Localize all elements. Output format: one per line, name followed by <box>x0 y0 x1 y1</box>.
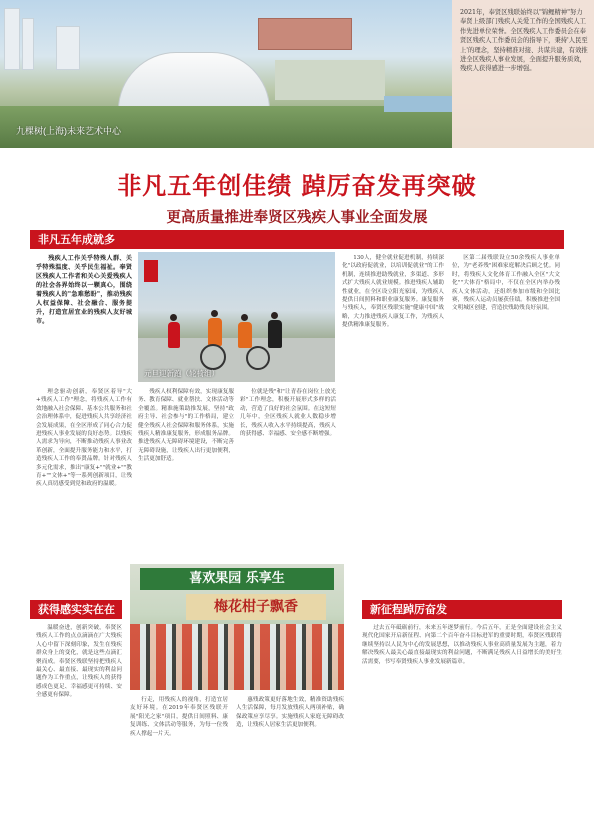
runner <box>208 318 222 346</box>
runner-head <box>271 312 278 319</box>
gains-text-1: 温暖奋进，创新突破，奉贤区残疾人工作的点点滴滴在广大残疾人心中留下深刻印象，发生在残疾群众身上的变化，就是这些点滴汇聚而成。奉贤区残联坚持把残疾人最关心、最直接、最现实的利益问题作为工作重点，让残疾人的获得感成色更足、幸福感更可持续、安全感更有保障。 <box>36 625 122 699</box>
runner <box>268 320 282 348</box>
column-3-text: 位就是残"和"让青春在岗位上放光彩"工作理念，积极开展形式多样的活动，营造了良好的社会氛围。在这短短几年中，全区残疾人就业人数稳步增长，残疾人收入水平持续提高，残疾人的获得感、幸福感、安全感不断增强。 <box>240 389 336 438</box>
intro-line: 残疾人获得感进一步增强。 <box>460 65 536 73</box>
intro-line: 全区残疾人工作委员会在奉贤区 <box>460 27 586 45</box>
new-journey-text: 过去五年砥砺前行，未来五年逐梦前行。今后五年，正是全面建设社会主义现代化国家开启新征程、向第二个百年奋斗目标进军的重要时期，奉贤区残联将继续坚持以人民为中心的发展思想，以推动残疾人事业高质量发展为主题，着力解决残疾人最关心最直接最现实的利益问题，不断满足残疾人日益增长的美好生活需要，书写奉贤残疾人事业发展新篇章。 <box>362 625 562 665</box>
runner-head <box>170 314 177 321</box>
section-title-gains: 获得感实实在在 <box>38 603 115 616</box>
photo1-caption: 元旦迎新跑（轮椅组） <box>144 369 219 378</box>
wheelchair-wheel <box>246 346 270 370</box>
intro-line: 全面提升服务质效， <box>529 56 586 64</box>
hero-caption: 九棵树(上海)未来艺术中心 <box>16 126 121 136</box>
hero-tower-1 <box>4 8 20 70</box>
section-bar-five-years <box>30 230 564 249</box>
intro-line: 全国残疾人工作先进单位荣誉。 <box>460 18 586 35</box>
intro-bold-text <box>36 254 132 382</box>
column-1 <box>36 388 132 556</box>
gains-text-2: 行走，用残疾人的视角，打造宜居友好环境。在2019年奉贤区残联开展"阳光之家"项目，提供日间照料、康复训练、文体活动等服务，为每一位残疾人撑起一片天。 <box>130 697 228 737</box>
intro-line: 上级部门残疾人关爱工作的 <box>472 18 549 26</box>
page-headline: 非凡五年创佳绩 踔厉奋发再突破 <box>117 172 477 200</box>
wheelchair-run-photo <box>138 252 335 382</box>
runner <box>238 322 252 348</box>
hero-plaza <box>275 60 385 100</box>
runner-head <box>211 310 218 317</box>
intro-line: 2021年，奉贤区残联始终以 <box>460 9 539 16</box>
gains-column-1 <box>36 624 122 830</box>
gains-column-2 <box>130 696 228 830</box>
wheelchair-wheel <box>200 344 226 370</box>
column-5-text: 区第二届残联设立50余残疾人事业单位，为"老养残"困难家庭解决后顾之忧。同时，将残疾人文化体育工作融入全区"大文化""大体育"格局中，不仅在全区内举办残疾人文体活动，还组织参加市级和全国比赛，残疾人运动员屡获佳绩。积极推进全国文明城区创建，营造扶残助残良好氛围。 <box>452 255 560 312</box>
intro-line: "锦鲤精神"努力奉贤 <box>460 9 583 26</box>
column-4 <box>342 254 444 556</box>
column-4-text: 130人，健全就业促进机制，持续深化"以政府促就业，以培训促就业"的工作机制，连续推进助残就业，多渠道、多形式扩大残疾人就业规模。推进残疾人辅助性就业，在全区设立阳光家园，为残疾人提供日间照料和职业康复服务。康复服务与残疾人，奉贤区残联实施"健康中国"战略，大力推进残疾人康复工作，为残疾人提供精准康复服务。 <box>342 255 444 329</box>
orchard-board: 梅花柑子飘香 <box>186 594 326 620</box>
gains-text-3: 惠残政策更好落地生效，精准资助残疾人生活保障，每月发放残疾人两项补贴，确保政策应享尽享。实施残疾人家庭无障碍改造，让残疾人居家生活更加便利。 <box>236 697 344 729</box>
intro-box <box>452 0 594 148</box>
hero-red-building <box>258 18 352 50</box>
orchard-group-photo <box>130 564 344 690</box>
runner-head <box>241 314 248 321</box>
new-journey-column <box>362 624 562 830</box>
section-bar-gains <box>30 600 122 619</box>
hero-water <box>384 96 452 112</box>
intro-line: 有效推进全区残疾人事业发展， <box>460 46 588 64</box>
intro-line: 残疾人工作委员会的指导下， <box>472 37 555 45</box>
orchard-banner: 喜欢果园 乐享生 <box>140 568 334 590</box>
hero-art-center <box>118 52 270 110</box>
section-title-new-journey: 新征程踔厉奋发 <box>370 603 447 616</box>
intro-bold-paragraph: 残疾人工作关乎特殊人群、关乎特殊温度、关乎民生福祉。奉贤区残疾人工作者和关心关爱残疾人的社会各界始终以一颗真心，围绕着残疾人的"急难愁盼"，推动残疾人权益保障、社会融合、服务提升，打造宜居宜业的残疾人友好城市。 <box>36 255 132 325</box>
group-of-people <box>130 624 344 690</box>
intro-line: 坚持精准对接、共谋共建， <box>493 46 569 54</box>
section-bar-new-journey <box>362 600 562 619</box>
hero-tower-2 <box>22 18 34 70</box>
hero-tower-3 <box>56 26 80 70</box>
column-5 <box>452 254 560 556</box>
gains-column-3 <box>236 696 344 830</box>
section-title-five-years: 非凡五年成就多 <box>38 233 115 246</box>
column-3 <box>240 388 336 556</box>
column-2 <box>138 388 234 556</box>
page-subhead: 更高质量推进奉贤区残疾人事业全面发展 <box>166 210 428 226</box>
column-2-text: 残疾人权利保障有效，实现康复服务、教育保障、就业帮扶、文体活动等全覆盖。精准施策助推发展，坚持"政府主导、社会参与"的工作格局，建立健全残疾人社会保障和服务体系，实施残疾人精准康复服务，形成服务品牌。推进残疾人无障碍环境建设，不断完善无障碍设施，让残疾人出行更加便利，生活更加舒适。 <box>138 389 234 463</box>
runner <box>168 322 180 348</box>
intro-line: 秉持'人民至上'的理念， <box>460 37 588 54</box>
column-1-text: 理念驱动创新，奉贤区着导"大+残疾人工作"理念，将残疾人工作有效地融入社会保障、基本公共服务和社会治理体系中，促进残疾人共享经济社会发展成果，在全区形成了同心合力促进残疾人事业发展的良好态势。以残疾人需求为导向，不断推动残疾人事业改革创新，全面提升服务能力和水平，打造残疾人工作的奉贤品牌。针对残疾人多元化需求，推出"康复+""就业+""教育+""文体+"等一系列创新项目，让残疾人真切感受到党和政府的温暖。 <box>36 389 132 488</box>
red-flag <box>144 260 158 282</box>
